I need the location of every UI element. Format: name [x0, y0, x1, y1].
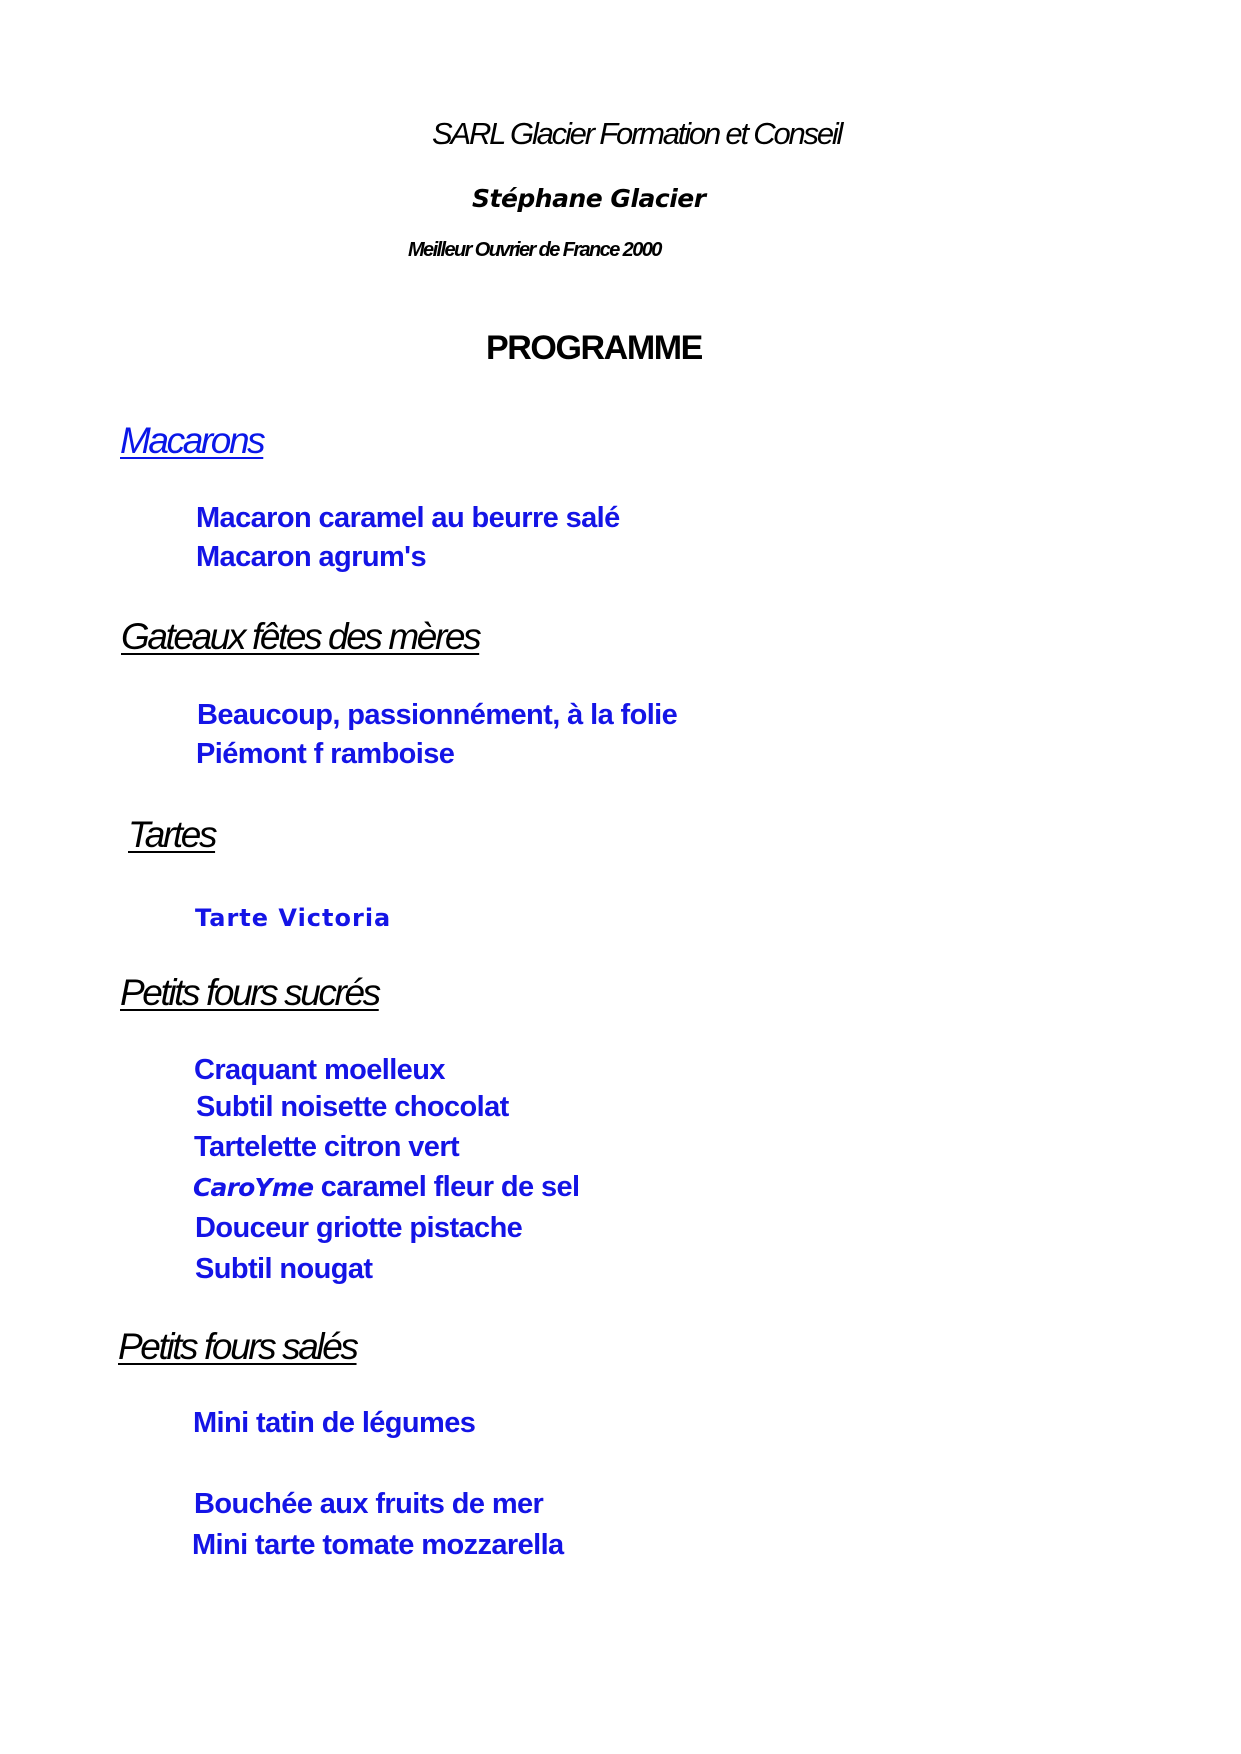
section-heading-petits-fours-sales: Petits fours salés: [118, 1326, 357, 1367]
list-item: Douceur griotte pistache: [195, 1212, 523, 1244]
list-item: Subtil nougat: [195, 1253, 373, 1285]
list-item: Beaucoup, passionnément, à la folie: [197, 699, 678, 731]
list-item-text: caramel fleur de sel: [320, 1171, 580, 1203]
list-item: Tarte Victoria: [195, 904, 392, 932]
list-item: Bouchée aux fruits de mer: [194, 1488, 544, 1520]
list-item: Piémont f ramboise: [196, 738, 455, 770]
list-item: Tartelette citron vert: [194, 1131, 460, 1163]
list-item: Macaron agrum's: [196, 541, 426, 573]
brand-name: CaroYme: [193, 1173, 314, 1202]
chef-name: Stéphane Glacier: [472, 184, 706, 213]
list-item: Craquant moelleux: [194, 1054, 445, 1086]
page-title: PROGRAMME: [486, 329, 702, 367]
list-item: [193, 1171, 580, 1204]
list-item: Subtil noisette chocolat: [196, 1091, 509, 1123]
list-item: Mini tatin de légumes: [193, 1407, 476, 1439]
section-heading-tartes: Tartes: [128, 814, 216, 855]
company-name: SARL Glacier Formation et Conseil: [432, 116, 842, 151]
section-heading-macarons: Macarons: [120, 420, 264, 461]
section-heading-petits-fours-sucres: Petits fours sucrés: [120, 972, 379, 1013]
list-item: Mini tarte tomate mozzarella: [192, 1529, 564, 1561]
list-item: Macaron caramel au beurre salé: [196, 502, 620, 534]
chef-title: Meilleur Ouvrier de France 2000: [408, 239, 661, 261]
section-heading-gateaux: Gateaux fêtes des mères: [121, 616, 480, 657]
